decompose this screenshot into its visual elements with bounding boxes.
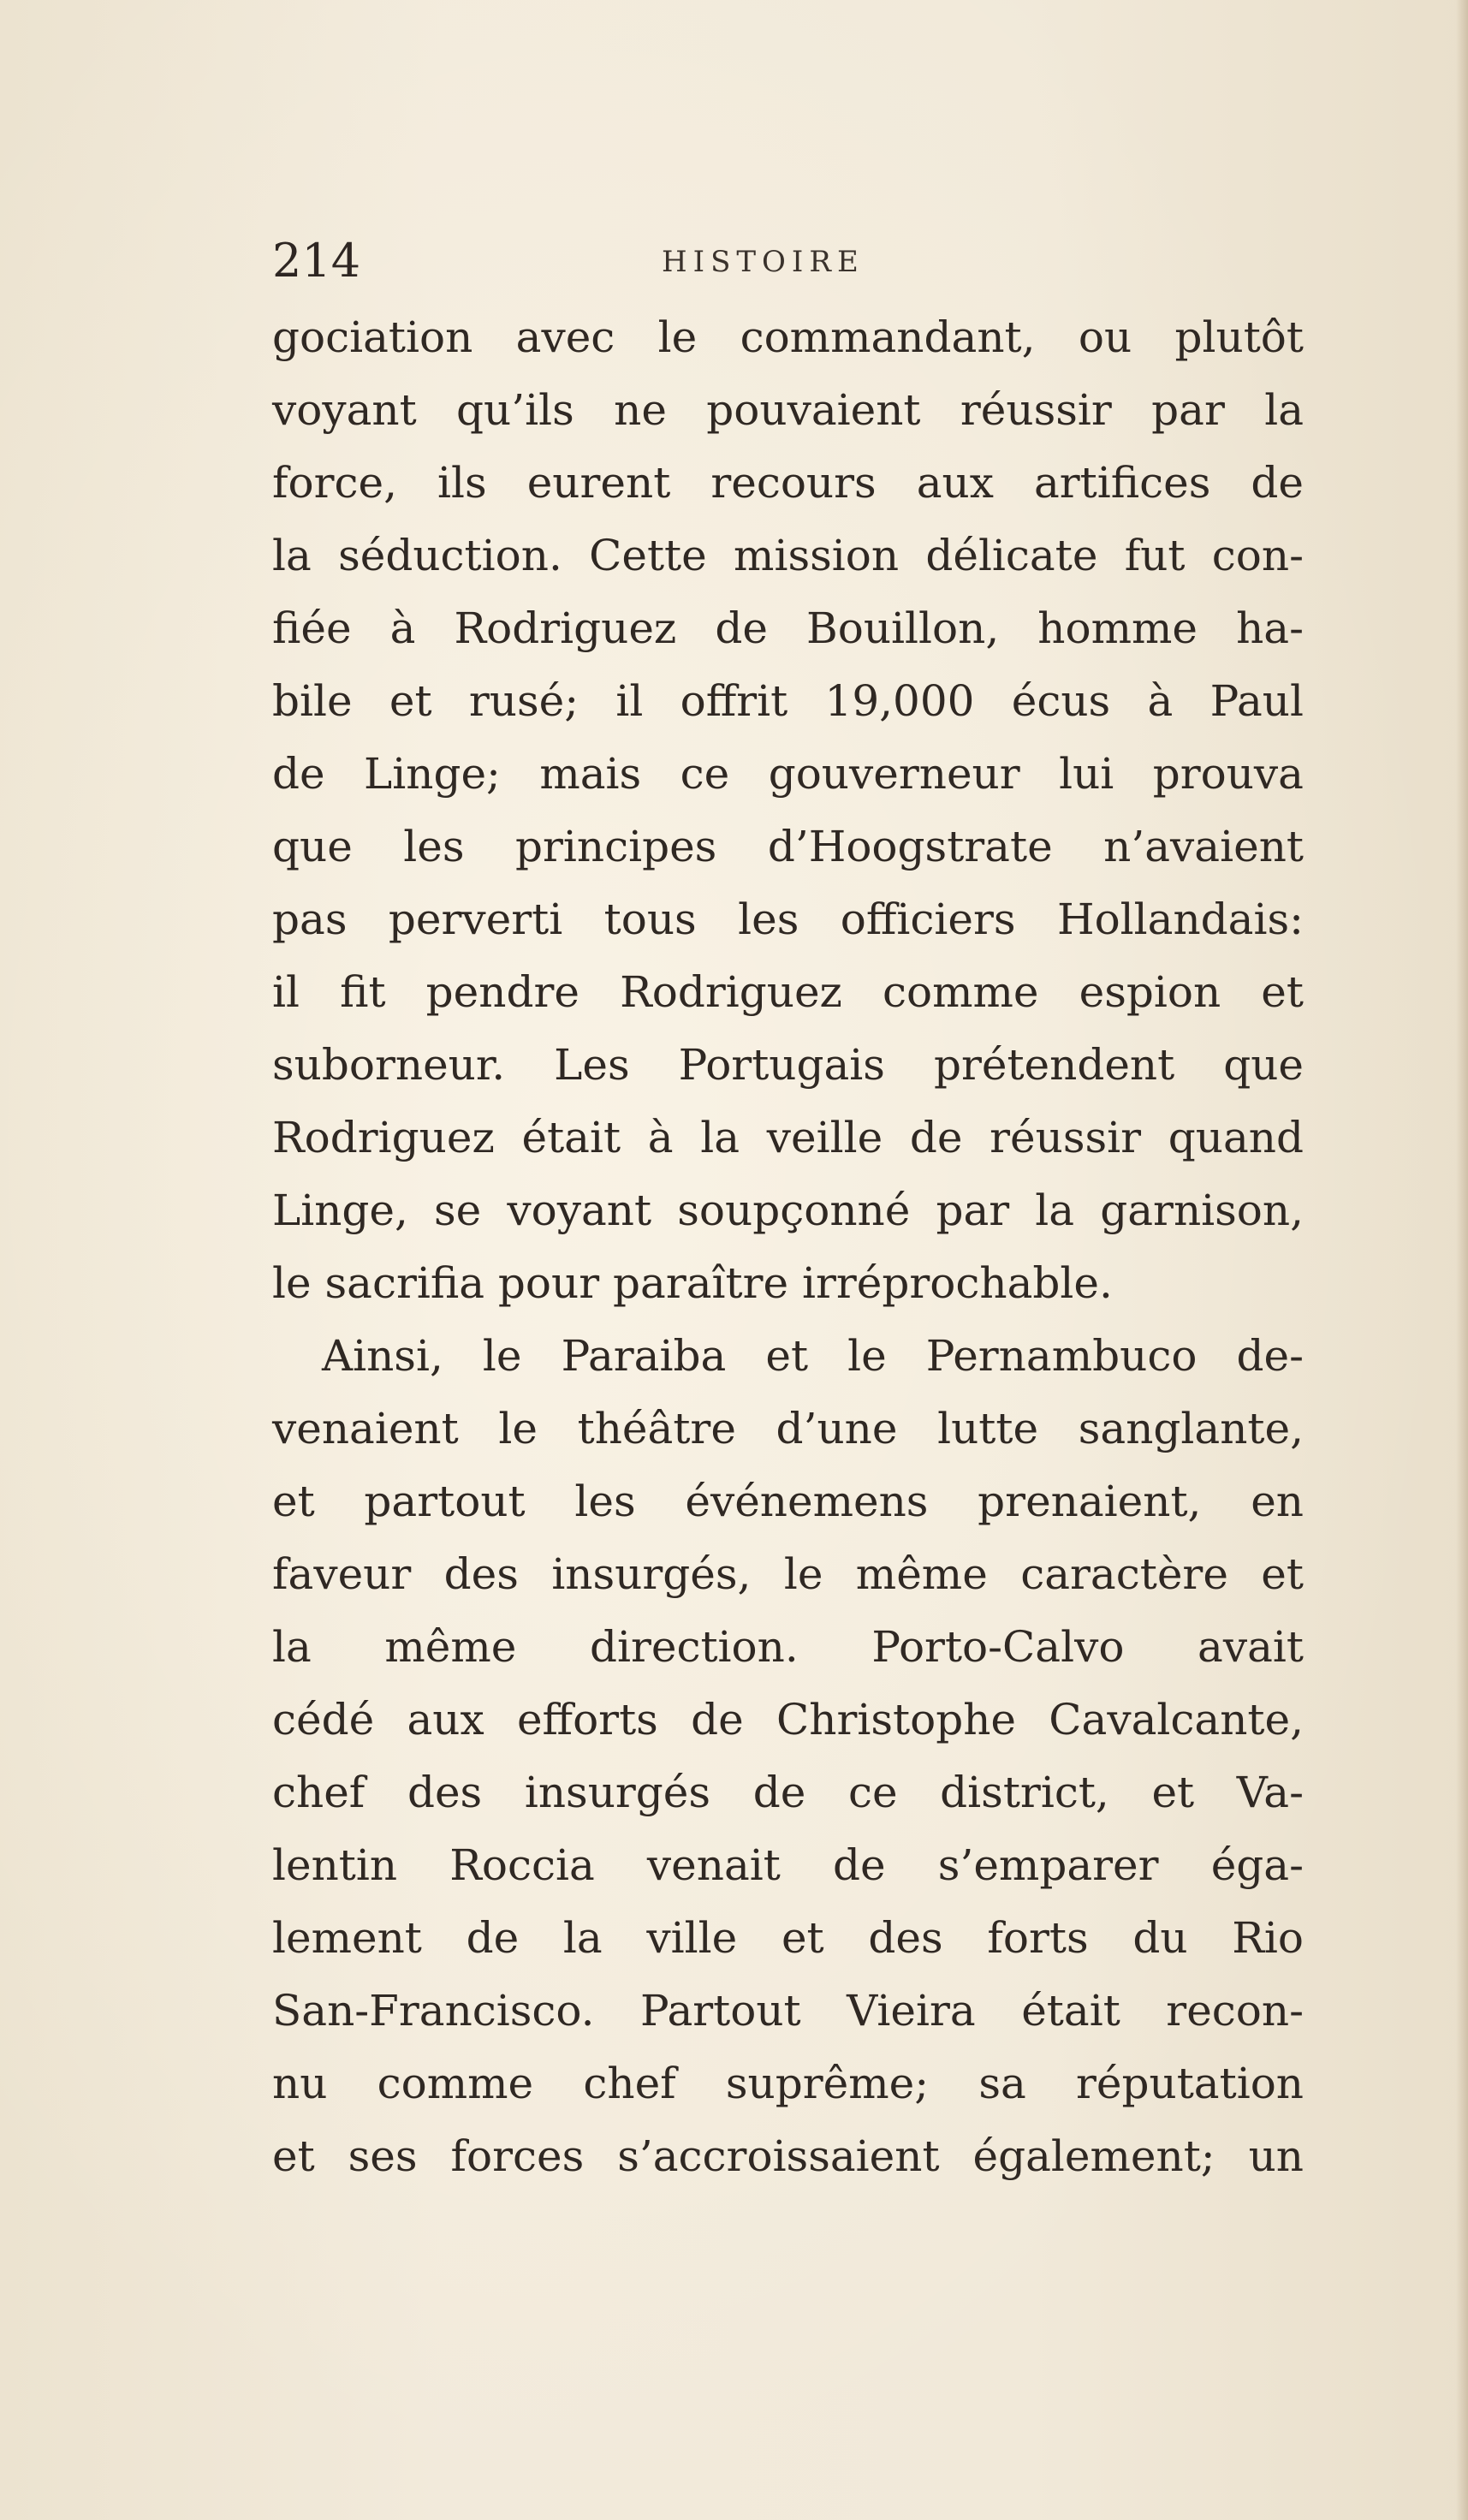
text-line: chef des insurgés de ce district, et Va- <box>272 1768 1304 1817</box>
running-head <box>272 231 1304 291</box>
text-line: San-Francisco. Partout Vieira était recon- <box>272 1986 1304 2036</box>
text-line: bile et rusé; il offrit 19,000 écus à Paul <box>272 676 1304 726</box>
text-line: nu comme chef suprême; sa réputation <box>272 2059 1304 2108</box>
text-line: la même direction. Porto-Calvo avait <box>272 1622 1304 1672</box>
text-line: lentin Roccia venait de s’emparer éga- <box>272 1840 1304 1890</box>
text-line: Rodriguez était à la veille de réussir quand <box>272 1113 1304 1162</box>
text-line: la séduction. Cette mission délicate fut con- <box>272 531 1304 580</box>
text-line: suborneur. Les Portugais prétendent que <box>272 1040 1304 1090</box>
page-edge-shadow <box>1456 0 1468 2520</box>
body-text <box>272 301 1304 2193</box>
text-line: et ses forces s’accroissaient également; un <box>272 2131 1304 2181</box>
text-line: faveur des insurgés, le même caractère et <box>272 1549 1304 1599</box>
text-line: que les principes d’Hoogstrate n’avaient <box>272 822 1304 871</box>
text-line: de Linge; mais ce gouverneur lui prouva <box>272 749 1304 799</box>
text-line: venaient le théâtre d’une lutte sanglante, <box>272 1404 1304 1453</box>
running-title: HISTOIRE <box>662 245 865 279</box>
text-line: cédé aux efforts de Christophe Cavalcante, <box>272 1695 1304 1744</box>
text-line: et partout les événemens prenaient, en <box>272 1477 1304 1526</box>
paragraph-first-line: Ainsi, le Paraiba et le Pernambuco de- <box>322 1331 1304 1381</box>
page-number: 214 <box>272 234 361 288</box>
text-line: il fit pendre Rodriguez comme espion et <box>272 967 1304 1017</box>
paragraph-last-line: le sacrifia pour paraître irréprochable. <box>272 1258 1113 1308</box>
text-line: Linge, se voyant soupçonné par la garnison, <box>272 1186 1304 1235</box>
text-line: lement de la ville et des forts du Rio <box>272 1913 1304 1963</box>
text-line: gociation avec le commandant, ou plutôt <box>272 312 1304 362</box>
text-line: force, ils eurent recours aux artifices de <box>272 458 1304 508</box>
text-line: pas perverti tous les officiers Hollandais: <box>272 894 1304 944</box>
text-line: fiée à Rodriguez de Bouillon, homme ha- <box>272 603 1304 653</box>
text-line: voyant qu’ils ne pouvaient réussir par la <box>272 385 1304 435</box>
